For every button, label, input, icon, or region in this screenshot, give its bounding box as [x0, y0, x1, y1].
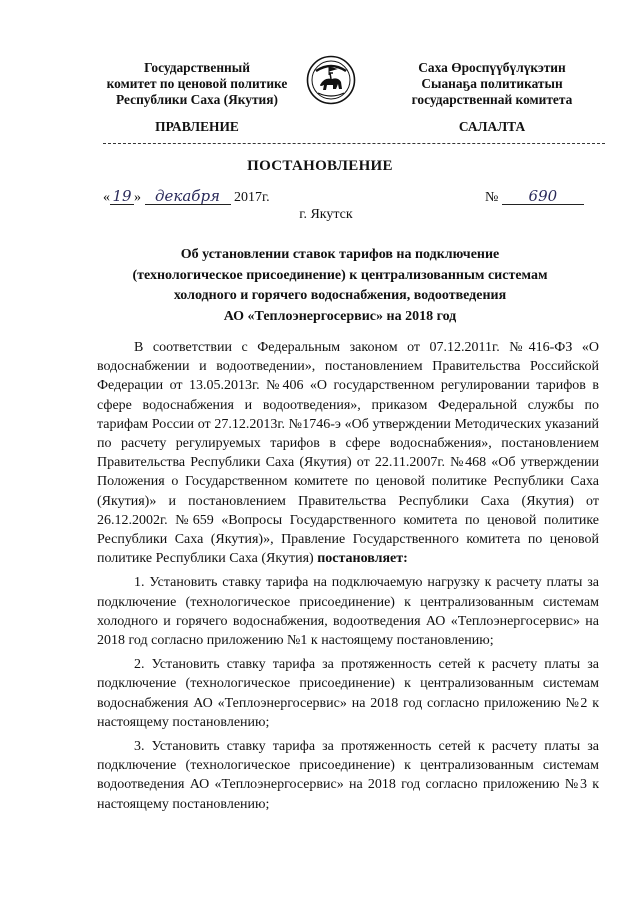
board-label-yakut: САЛАЛТА — [458, 119, 526, 134]
date-year: 2017г. — [234, 190, 270, 205]
board-label-russian: ПРАВЛЕНИЕ — [155, 119, 239, 134]
preamble-paragraph — [97, 338, 599, 568]
number-label: № — [485, 190, 499, 205]
date-day: 19 — [110, 188, 134, 205]
subject-line: (технологическое присоединение) к централизованным системам — [132, 267, 548, 283]
preamble-text: В соответствии с Федеральным законом от 07.12.2011г. №416-ФЗ «О водоснабжении и водоотведении», постановлением Правительства Российской Федерации от 13.05.2013г. №406 «О государственном регулировании тарифов в сфере водоснабжения и водоотведения», приказом Федеральной службы по тарифам России от 27.12.2013г. №1746-э «Об утверждении Методических указаний по расчету регулируемых тарифов в сфере водоснабжения», постановлением Правительства Республики Саха (Якутия) от 22.11.2007г. №468 «Об утверждении Положения о Государственном комитете по ценовой политике Республики Саха (Якутия)» и постановлением Правительства Республики Саха (Якутия) от 26.12.2002г. №659 «Вопросы Государственного комитета по ценовой политике Республики Саха (Якутия)», Правление Государственного комитета по ценовой политике Республики Саха (Якутия) — [97, 340, 599, 567]
document-type-title: ПОСТАНОВЛЕНИЕ — [247, 158, 393, 174]
document-subject — [110, 245, 570, 327]
agency-name-russian — [92, 60, 302, 108]
subject-line: АО «Теплоэнергосервис» на 2018 год — [223, 308, 457, 324]
date-open-quote: « — [103, 190, 110, 205]
agency-line: Государственный — [144, 60, 250, 75]
date-close-quote: » — [134, 190, 141, 205]
agency-line: Саха Өроспүүбүлүкэтин — [418, 60, 566, 75]
number-value: 690 — [502, 188, 584, 205]
date-month: декабря — [145, 188, 231, 205]
subject-line: Об установлении ставок тарифов на подключение — [180, 247, 500, 262]
agency-line: государственнай комитета — [411, 92, 573, 107]
resolution-item-2: 2. Установить ставку тарифа за протяженность сетей к расчету платы за подключение (технологическое присоединение) к централизованным системам водоснабжения АО «Теплоэнергосервис» на 2018 год согласно приложению №2 к настоящему постановлению; — [97, 657, 599, 730]
agency-line: Сыанаҕа политикатын — [421, 76, 563, 91]
resolution-item-1: 1. Установить ставку тарифа на подключаемую нагрузку к расчету платы за подключение (технологическое присоединение) к централизованным системам холодного и горячего водоснабжения, водоотведения АО «Теплоэнергосервис» на 2018 год согласно приложению №1 к настоящему постановлению; — [97, 575, 599, 649]
document-city: г. Якутск — [299, 207, 353, 222]
agency-name-yakut — [386, 60, 598, 108]
header-divider — [103, 143, 605, 144]
document-number — [485, 188, 584, 206]
resolution-item-3: 3. Установить ставку тарифа за протяженность сетей к расчету платы за подключение (технологическое присоединение) к централизованным системам водоотведения АО «Теплоэнергосервис» на 2018 год согласно приложению №3 к настоящему постановлению; — [97, 739, 599, 812]
coat-of-arms-icon — [306, 55, 356, 105]
document-body — [97, 338, 599, 814]
subject-line: холодного и горячего водоснабжения, водоотведения — [173, 288, 507, 303]
resolution-verb: постановляет: — [317, 551, 408, 567]
agency-line: Республики Саха (Якутия) — [116, 92, 278, 107]
agency-line: комитет по ценовой политике — [106, 76, 288, 91]
document-date — [103, 188, 270, 206]
